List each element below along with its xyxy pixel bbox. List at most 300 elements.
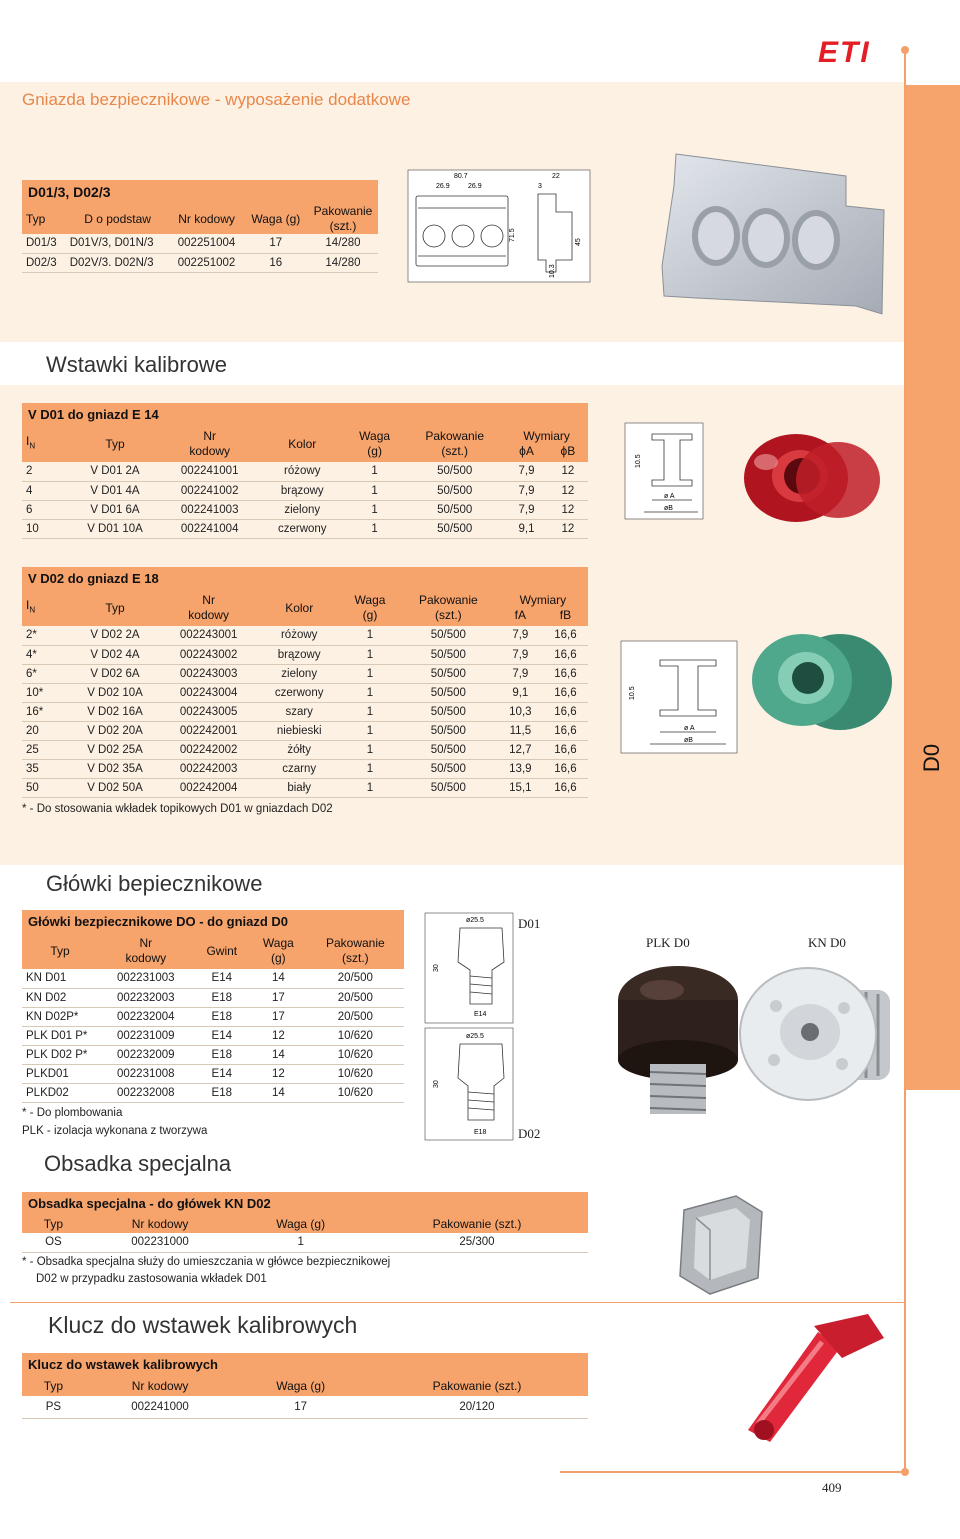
col-nr: Nr — [160, 426, 259, 444]
dim-text: ø25.5 — [466, 1033, 484, 1040]
col-b: fB — [543, 608, 588, 626]
cell: 002251002 — [169, 253, 243, 272]
cell: 12 — [250, 1064, 307, 1083]
table-row — [22, 500, 588, 519]
dim-text: 10.5 — [629, 686, 636, 700]
key-photo — [718, 1312, 888, 1442]
cell: D01/3 — [22, 234, 66, 253]
cell: PLK D02 P* — [22, 1045, 98, 1064]
cell: czarny — [257, 759, 341, 778]
cell: KN D02 — [22, 988, 98, 1007]
cell: 16,6 — [543, 645, 588, 664]
cell: 16,6 — [543, 721, 588, 740]
dim-text: 80.7 — [454, 173, 468, 180]
col-pak: Pakowanie (szt.) — [366, 1376, 588, 1396]
cell: E14 — [194, 1026, 250, 1045]
cell: 10 — [22, 519, 70, 538]
cell: V D02 35A — [70, 759, 160, 778]
s5-title-frame — [10, 1302, 906, 1303]
cell: 1 — [341, 664, 399, 683]
cell: 50/500 — [399, 740, 498, 759]
table-row — [22, 664, 588, 683]
dim-text: ø A — [684, 725, 695, 732]
col-typ: Typ — [70, 426, 160, 462]
cell: 17 — [250, 1007, 307, 1026]
cell: 20 — [22, 721, 70, 740]
cell: zielony — [259, 500, 345, 519]
col-waga: Waga (g) — [235, 1376, 366, 1396]
table-row — [22, 645, 588, 664]
s1-header: D01/3, D02/3 — [22, 180, 378, 204]
cell: brązowy — [257, 645, 341, 664]
cell: 16,6 — [543, 626, 588, 645]
col-typ: Typ — [70, 590, 160, 626]
table-row — [22, 1007, 404, 1026]
col-a: ϕA — [505, 444, 547, 462]
cell: 2* — [22, 626, 70, 645]
cell: 17 — [250, 988, 307, 1007]
table-header-row — [22, 1215, 588, 1233]
table-row — [22, 683, 588, 702]
col-typ: Typ — [22, 1215, 85, 1233]
cell: 6* — [22, 664, 70, 683]
table-header-row — [22, 1376, 588, 1396]
cell: 25 — [22, 740, 70, 759]
v02-drawing — [620, 640, 738, 754]
table-row — [22, 462, 588, 481]
cell: 50/500 — [404, 519, 505, 538]
col-nr: Nr kodowy — [85, 1215, 236, 1233]
in-label: I — [26, 434, 30, 449]
cell: 16 — [244, 253, 308, 272]
cell: 50/500 — [399, 664, 498, 683]
cell: 7,9 — [498, 626, 543, 645]
table-header-row — [22, 590, 588, 608]
cell: D02V/3. D02N/3 — [66, 253, 170, 272]
cell: 1 — [341, 759, 399, 778]
table-row — [22, 1045, 404, 1064]
col-pak-sub: (szt.) — [399, 608, 498, 626]
cell: 002242004 — [160, 778, 257, 797]
cell: 1 — [345, 519, 404, 538]
v01-drawing — [624, 422, 704, 520]
cell: 4* — [22, 645, 70, 664]
cell: 7,9 — [505, 500, 547, 519]
table-row — [22, 759, 588, 778]
dim-text: E18 — [474, 1129, 487, 1136]
col-nr: Nr kodowy — [169, 204, 243, 234]
s5-title: Klucz do wstawek kalibrowych — [48, 1312, 358, 1338]
table-row — [22, 1026, 404, 1045]
col-pak: Pakowanie — [399, 590, 498, 608]
cell: 002242002 — [160, 740, 257, 759]
eti-logo: ETI — [818, 36, 871, 69]
cell: 25/300 — [366, 1233, 588, 1252]
table-row — [22, 1083, 404, 1102]
table-row — [22, 778, 588, 797]
cell: żółty — [257, 740, 341, 759]
cell: 16,6 — [543, 664, 588, 683]
table-row — [22, 1396, 588, 1418]
cell: 10/620 — [307, 1064, 404, 1083]
cell: 17 — [235, 1396, 366, 1418]
cell: 20/120 — [366, 1396, 588, 1418]
cell: 50/500 — [399, 645, 498, 664]
head-drawings — [424, 912, 514, 1142]
base-drawing — [406, 168, 592, 284]
cell: E18 — [194, 1045, 250, 1064]
col-waga-sub: (g) — [341, 608, 399, 626]
cell: 10/620 — [307, 1026, 404, 1045]
cell: 10* — [22, 683, 70, 702]
table-row — [22, 626, 588, 645]
t2-note: * - Do stosowania wkładek topikowych D01 w gniazdach D02 — [22, 803, 333, 815]
cell: V D01 10A — [70, 519, 160, 538]
col-typ: Typ — [22, 933, 98, 969]
cell: 002231003 — [98, 969, 194, 988]
cell: 4 — [22, 481, 70, 500]
cell: zielony — [257, 664, 341, 683]
cell: 13,9 — [498, 759, 543, 778]
col-nr: Nr — [98, 933, 194, 951]
cell: 002241001 — [160, 462, 259, 481]
cell: 002231000 — [85, 1233, 236, 1252]
t2-table — [22, 590, 588, 798]
dim-text: øB — [684, 737, 693, 744]
dim-text: ø A — [664, 493, 675, 500]
cell: 50 — [22, 778, 70, 797]
cell: 002243004 — [160, 683, 257, 702]
col-waga-sub: (g) — [345, 444, 404, 462]
col-nr-sub: kodowy — [160, 608, 257, 626]
cell: 1 — [345, 500, 404, 519]
cell: PS — [22, 1396, 85, 1418]
table-row — [22, 1233, 588, 1252]
cell: 50/500 — [404, 500, 505, 519]
col-d: D o podstaw — [66, 204, 170, 234]
table-row — [22, 1064, 404, 1083]
cell: 1 — [235, 1233, 366, 1252]
cell: V D02 20A — [70, 721, 160, 740]
s3-note-1: * - Do plombowania — [22, 1107, 123, 1119]
cell: 16,6 — [543, 683, 588, 702]
cell: 1 — [341, 778, 399, 797]
cell: czerwony — [257, 683, 341, 702]
table-row — [22, 740, 588, 759]
cell: czerwony — [259, 519, 345, 538]
s3-note-2: PLK - izolacja wykonana z tworzywa — [22, 1125, 208, 1137]
cell: 50/500 — [404, 462, 505, 481]
cell: V D01 4A — [70, 481, 160, 500]
col-kolor: Kolor — [259, 426, 345, 462]
table-row — [22, 721, 588, 740]
col-nr-sub: kodowy — [160, 444, 259, 462]
cell: 12 — [548, 519, 588, 538]
s4-header: Obsadka specjalna - do główek KN D02 — [22, 1192, 588, 1215]
s2-title: Wstawki kalibrowe — [46, 352, 227, 377]
col-nr: Nr — [160, 590, 257, 608]
bottom-rule — [560, 1471, 906, 1473]
cell: 10,3 — [498, 702, 543, 721]
table-row — [22, 519, 588, 538]
col-pak: Pakowanie — [307, 933, 404, 951]
cell: 1 — [341, 683, 399, 702]
dim-text: 30 — [433, 1080, 440, 1088]
cell: 16,6 — [543, 778, 588, 797]
page-title: Gniazda bezpiecznikowe - wyposażenie dodatkowe — [22, 90, 411, 109]
table-header-row — [22, 933, 404, 951]
col-typ: Typ — [22, 1376, 85, 1396]
cell: E18 — [194, 1007, 250, 1026]
col-pak: Pakowanie (szt.) — [366, 1215, 588, 1233]
cell: 50/500 — [404, 481, 505, 500]
s5-table — [22, 1376, 588, 1419]
t1-table — [22, 426, 588, 539]
cell: 1 — [345, 481, 404, 500]
s5-header: Klucz do wstawek kalibrowych — [22, 1353, 588, 1376]
col-nr: Nr kodowy — [85, 1376, 236, 1396]
cell: 9,1 — [498, 683, 543, 702]
cell: 50/500 — [399, 778, 498, 797]
table-row — [22, 969, 404, 988]
dim-text: 30 — [433, 964, 440, 972]
cell: 10/620 — [307, 1045, 404, 1064]
green-insert-photo — [740, 626, 900, 736]
dim-text: 26.9 — [468, 183, 482, 190]
d02-label: D02 — [518, 1126, 541, 1141]
col-b: ϕB — [548, 444, 588, 462]
cell: 15,1 — [498, 778, 543, 797]
dim-text: 71.5 — [509, 228, 516, 242]
cell: różowy — [257, 626, 341, 645]
table-row — [22, 988, 404, 1007]
cell: PLK D01 P* — [22, 1026, 98, 1045]
dim-text: øB — [664, 505, 673, 512]
cell: 002232009 — [98, 1045, 194, 1064]
cell: 002241002 — [160, 481, 259, 500]
cell: KN D02P* — [22, 1007, 98, 1026]
cell: brązowy — [259, 481, 345, 500]
cell: 002241000 — [85, 1396, 236, 1418]
cell: 1 — [341, 702, 399, 721]
cell: 002231008 — [98, 1064, 194, 1083]
cell: 002242003 — [160, 759, 257, 778]
cell: 2 — [22, 462, 70, 481]
cell: 35 — [22, 759, 70, 778]
col-waga-sub: (g) — [250, 951, 307, 969]
cell: 7,9 — [498, 645, 543, 664]
cell: 7,9 — [505, 481, 547, 500]
cell: 7,9 — [505, 462, 547, 481]
col-pak: Pakowanie (szt.) — [308, 204, 378, 234]
cell: 14/280 — [308, 234, 378, 253]
col-pak: Pakowanie — [404, 426, 505, 444]
cell: 9,1 — [505, 519, 547, 538]
cell: PLKD02 — [22, 1083, 98, 1102]
cell: E18 — [194, 988, 250, 1007]
side-tab — [906, 85, 960, 1090]
t2-header: V D02 do gniazd E 18 — [22, 567, 588, 590]
cell: V D02 50A — [70, 778, 160, 797]
cell: 002232003 — [98, 988, 194, 1007]
dim-text: 22 — [552, 173, 560, 180]
cell: 16* — [22, 702, 70, 721]
kn-head-photo — [736, 960, 896, 1110]
cell: 50/500 — [399, 759, 498, 778]
s3-header: Główki bezpiecznikowe DO - do gniazd D0 — [22, 910, 404, 933]
cell: niebieski — [257, 721, 341, 740]
cell: 002231009 — [98, 1026, 194, 1045]
cell: V D02 16A — [70, 702, 160, 721]
cell: KN D01 — [22, 969, 98, 988]
red-insert-photo — [726, 428, 896, 528]
cell: 14/280 — [308, 253, 378, 272]
cell: 002243005 — [160, 702, 257, 721]
col-waga: Waga (g) — [244, 204, 308, 234]
cell: V D02 10A — [70, 683, 160, 702]
cell: E14 — [194, 969, 250, 988]
col-waga: Waga — [345, 426, 404, 444]
cell: 16,6 — [543, 740, 588, 759]
cell: 002232004 — [98, 1007, 194, 1026]
cell: OS — [22, 1233, 85, 1252]
dim-text: 10.5 — [635, 454, 642, 468]
cell: 14 — [250, 969, 307, 988]
side-tab-label: D0 — [919, 743, 945, 773]
col-kolor: Kolor — [257, 590, 341, 626]
col-waga: Waga — [250, 933, 307, 951]
dim-text: 3 — [538, 183, 542, 190]
s4-table — [22, 1215, 588, 1253]
cell: D01V/3, D01N/3 — [66, 234, 170, 253]
cell: 10/620 — [307, 1083, 404, 1102]
cell: 002241004 — [160, 519, 259, 538]
cell: E14 — [194, 1064, 250, 1083]
cell: 1 — [341, 626, 399, 645]
col-in — [22, 426, 70, 462]
table-row — [22, 234, 378, 253]
cell: V D02 25A — [70, 740, 160, 759]
col-nr-sub: kodowy — [98, 951, 194, 969]
cell: 12 — [548, 481, 588, 500]
in-sub: N — [29, 605, 36, 615]
cell: 12 — [548, 500, 588, 519]
in-sub: N — [29, 441, 36, 451]
cell: 20/500 — [307, 969, 404, 988]
s4-note-2: D02 w przypadku zastosowania wkładek D01 — [36, 1273, 267, 1285]
cell: 14 — [250, 1083, 307, 1102]
dim-text: 45 — [575, 238, 582, 246]
cell: 002243001 — [160, 626, 257, 645]
col-wym: Wymiary — [498, 590, 588, 608]
s3-title: Główki bepiecznikowe — [46, 871, 263, 896]
cell: 1 — [345, 462, 404, 481]
cell: D02/3 — [22, 253, 66, 272]
s4-title: Obsadka specjalna — [44, 1151, 232, 1176]
table-header-row — [22, 426, 588, 444]
in-label: I — [26, 598, 30, 613]
vertical-rule — [904, 48, 906, 1472]
col-in — [22, 590, 70, 626]
cell: 7,9 — [498, 664, 543, 683]
cell: V D01 6A — [70, 500, 160, 519]
s3-table — [22, 933, 404, 1103]
cell: 1 — [341, 721, 399, 740]
cell: 20/500 — [307, 1007, 404, 1026]
cell: 50/500 — [399, 683, 498, 702]
cell: 1 — [341, 645, 399, 664]
cell: 002251004 — [169, 234, 243, 253]
rule-dot-top — [901, 46, 909, 54]
dim-text: 26.9 — [436, 183, 450, 190]
table-row — [22, 253, 378, 272]
col-waga: Waga (g) — [235, 1215, 366, 1233]
dim-text: ø25.5 — [466, 917, 484, 924]
col-gwint: Gwint — [194, 933, 250, 969]
cell: biały — [257, 778, 341, 797]
t2-body — [22, 626, 588, 797]
cell: 11,5 — [498, 721, 543, 740]
cell: 002241003 — [160, 500, 259, 519]
base-photo — [656, 146, 886, 316]
cell: V D02 2A — [70, 626, 160, 645]
cell: 14 — [250, 1045, 307, 1064]
cell: E18 — [194, 1083, 250, 1102]
cell: 20/500 — [307, 988, 404, 1007]
s4-note-1: * - Obsadka specjalna służy do umieszczania w główce bezpiecznikowej — [22, 1256, 391, 1268]
col-waga: Waga — [341, 590, 399, 608]
s3-body — [22, 969, 404, 1102]
cell: różowy — [259, 462, 345, 481]
cell: 16,6 — [543, 759, 588, 778]
cell: 17 — [244, 234, 308, 253]
col-a: fA — [498, 608, 543, 626]
col-wym: Wymiary — [505, 426, 588, 444]
table-header-row — [22, 204, 378, 234]
col-typ: Typ — [22, 204, 66, 234]
dim-text: E14 — [474, 1011, 487, 1018]
cell: V D02 6A — [70, 664, 160, 683]
d01-label: D01 — [518, 916, 541, 931]
cell: 50/500 — [399, 721, 498, 740]
t1-body — [22, 462, 588, 538]
t1-header: V D01 do gniazd E 14 — [22, 403, 588, 426]
cell: 12,7 — [498, 740, 543, 759]
cell: szary — [257, 702, 341, 721]
cell: 6 — [22, 500, 70, 519]
cell: 002243002 — [160, 645, 257, 664]
cell: 12 — [250, 1026, 307, 1045]
cell: 12 — [548, 462, 588, 481]
col-pak-sub: (szt.) — [404, 444, 505, 462]
cell: 1 — [341, 740, 399, 759]
cell: 002243003 — [160, 664, 257, 683]
holder-photo — [666, 1190, 776, 1300]
cell: 50/500 — [399, 702, 498, 721]
cell: 002242001 — [160, 721, 257, 740]
kn-label: KN D0 — [808, 935, 846, 950]
cell: V D02 4A — [70, 645, 160, 664]
table-row — [22, 481, 588, 500]
table-row — [22, 702, 588, 721]
cell: 002232008 — [98, 1083, 194, 1102]
cell: 16,6 — [543, 702, 588, 721]
col-pak-sub: (szt.) — [307, 951, 404, 969]
page-number: 409 — [822, 1480, 842, 1495]
cell: PLKD01 — [22, 1064, 98, 1083]
cell: 50/500 — [399, 626, 498, 645]
dim-text: 10.3 — [549, 264, 556, 278]
